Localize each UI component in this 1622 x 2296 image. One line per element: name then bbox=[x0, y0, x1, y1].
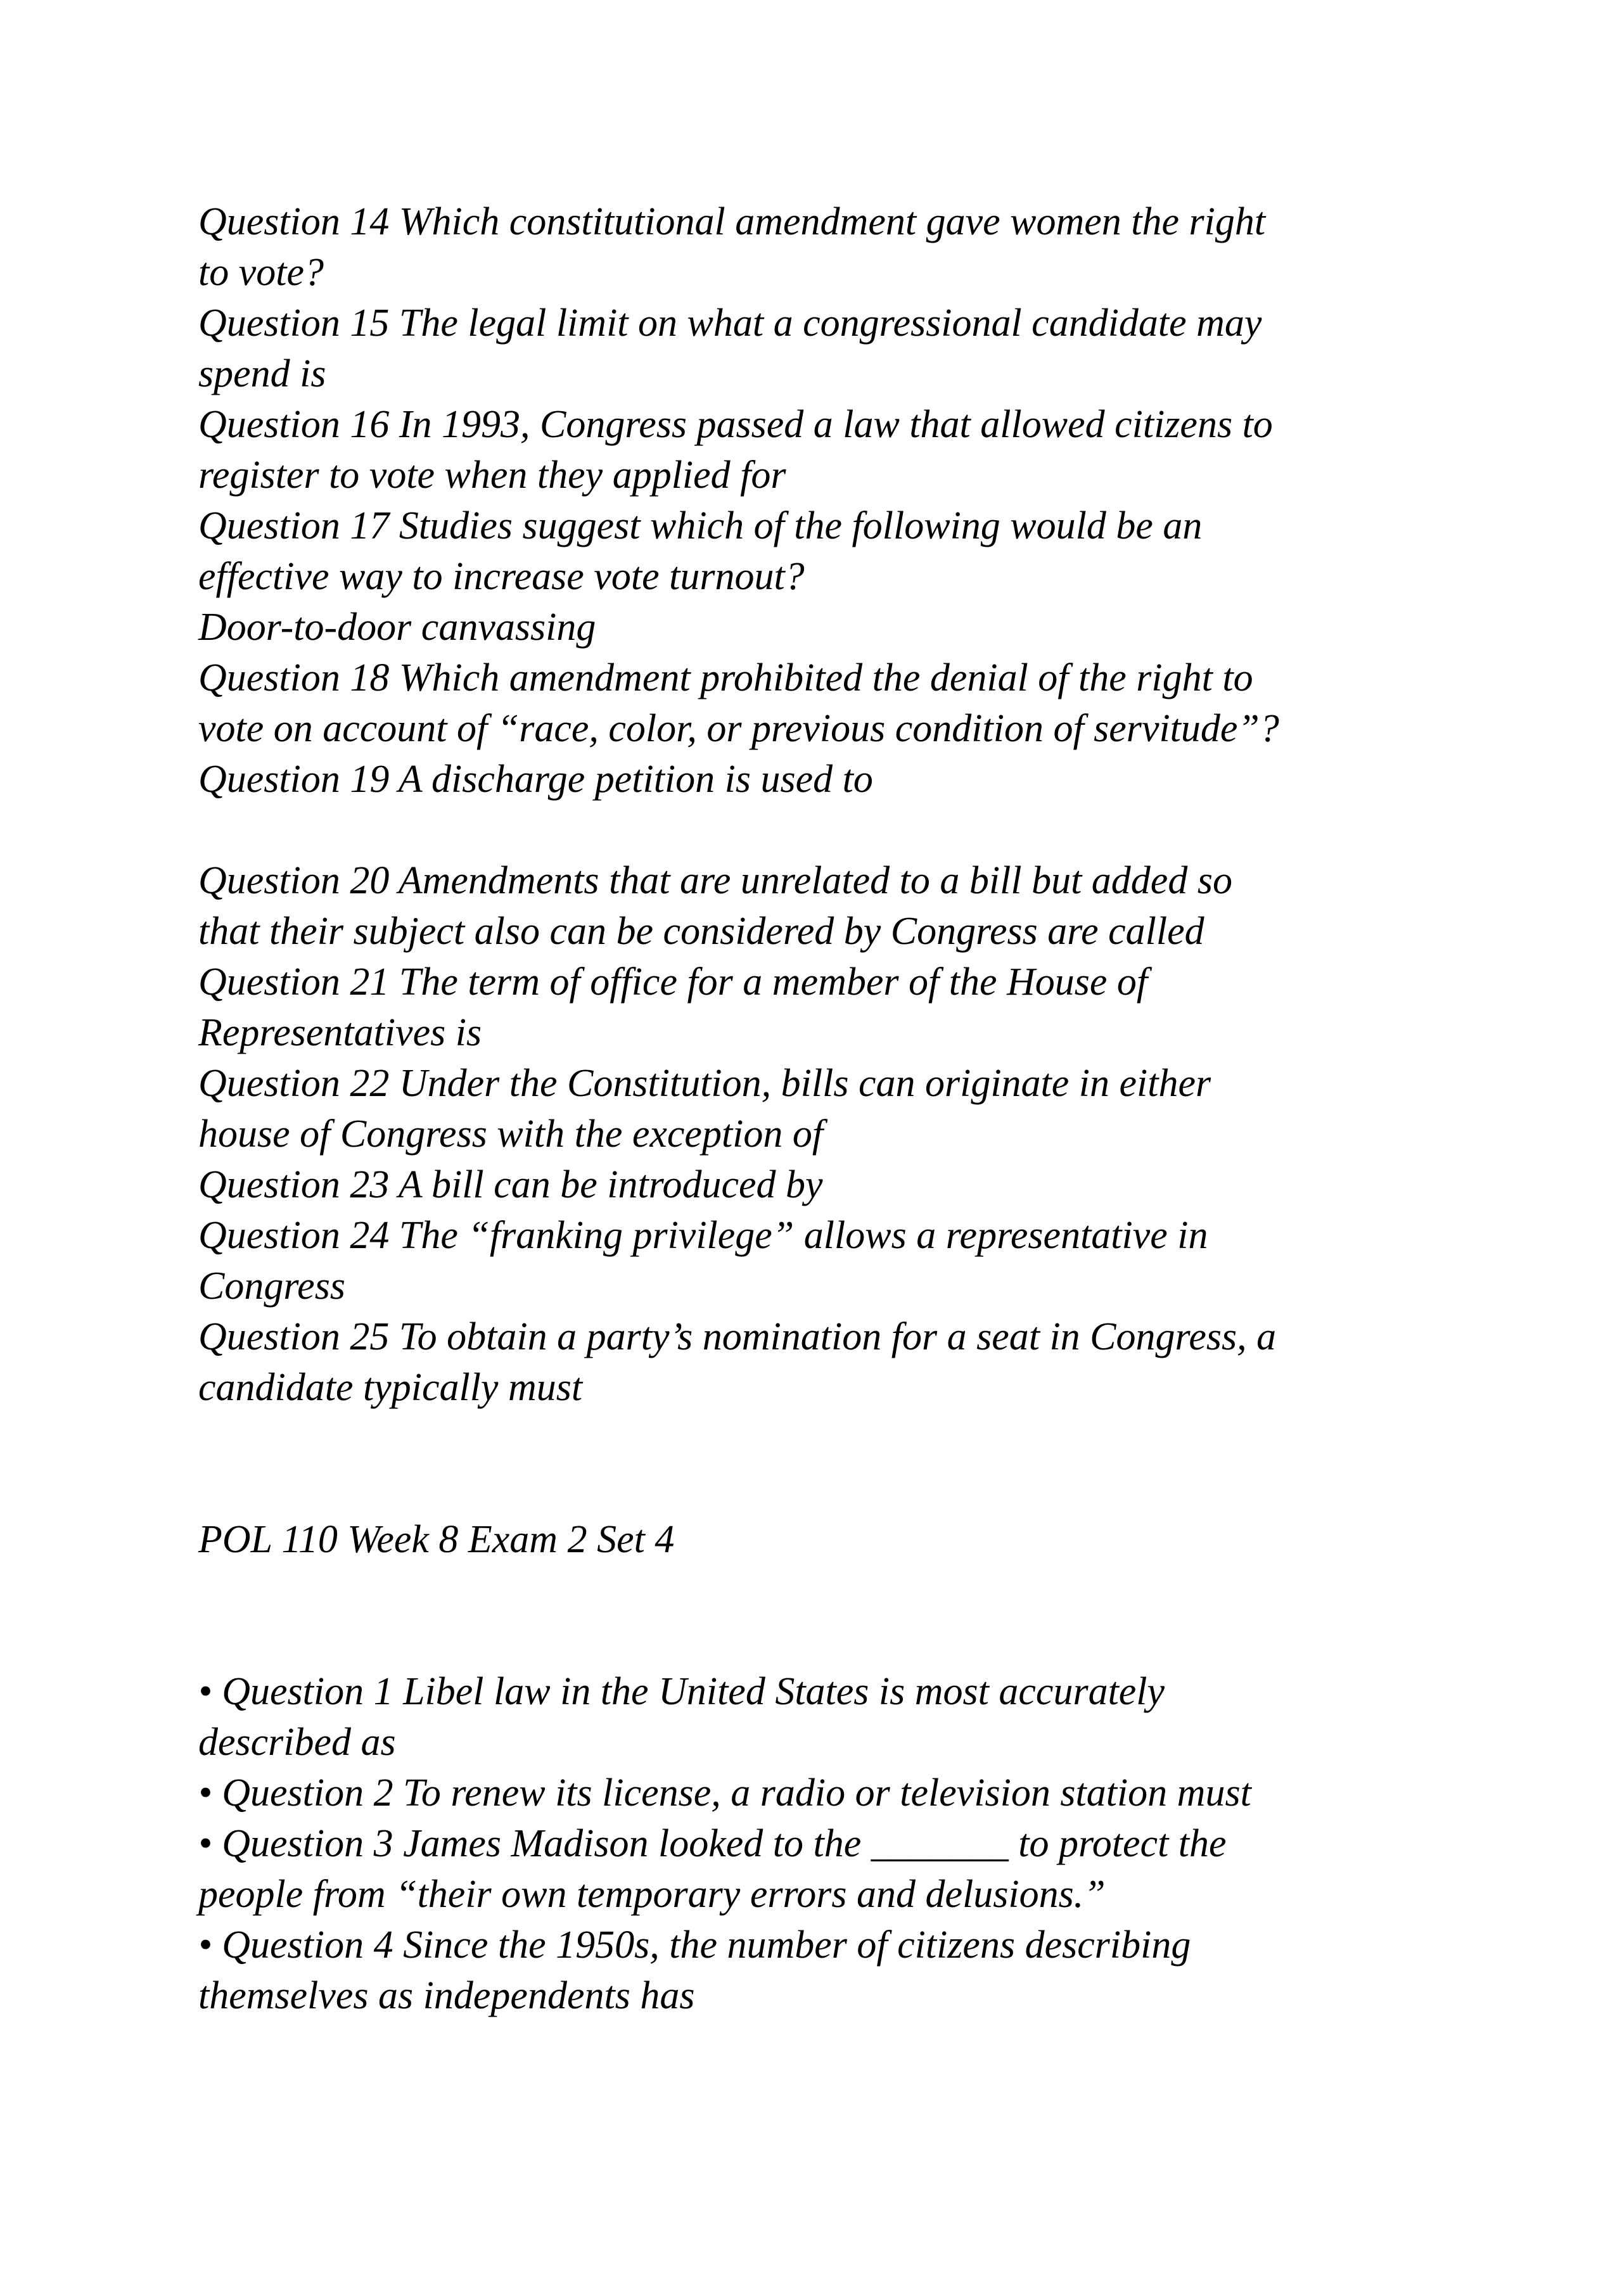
text-line: Congress bbox=[198, 1265, 345, 1308]
text-line: house of Congress with the exception of bbox=[198, 1113, 824, 1156]
text-line: Question 25 To obtain a party’s nomination for a seat in Congress, a bbox=[198, 1315, 1277, 1358]
text-line: that their subject also can be considered by Congress are called bbox=[198, 910, 1204, 953]
bullet-question: • Question 2 To renew its license, a radio or television station must bbox=[198, 1771, 1251, 1814]
text-line: described as bbox=[198, 1721, 396, 1764]
bullet-question: • Question 4 Since the 1950s, the number of citizens describing bbox=[198, 1923, 1191, 1967]
text-line: Question 16 In 1993, Congress passed a law that allowed citizens to bbox=[198, 403, 1273, 446]
text-line: Question 21 The term of office for a member of the House of bbox=[198, 960, 1148, 1004]
text-line: Question 22 Under the Constitution, bills can originate in either bbox=[198, 1062, 1211, 1105]
text-line: Question 15 The legal limit on what a congressional candidate may bbox=[198, 302, 1262, 345]
questions-14-19 bbox=[198, 196, 1485, 805]
text-line: Question 18 Which amendment prohibited the denial of the right to bbox=[198, 656, 1253, 699]
text-line: Question 23 A bill can be introduced by bbox=[198, 1163, 823, 1206]
bullet-question: • Question 3 James Madison looked to the _______ to protect the bbox=[198, 1822, 1227, 1865]
text-line: vote on account of “race, color, or previous condition of servitude”? bbox=[198, 707, 1279, 750]
answer-line: Door-to-door canvassing bbox=[198, 606, 596, 649]
text-line: Question 14 Which constitutional amendment gave women the right bbox=[198, 200, 1266, 243]
text-line: to vote? bbox=[198, 251, 324, 294]
text-line: spend is bbox=[198, 352, 326, 395]
exam-heading-block bbox=[198, 1514, 1485, 1565]
text-line: Question 24 The “franking privilege” allows a representative in bbox=[198, 1214, 1208, 1257]
text-line: register to vote when they applied for bbox=[198, 454, 786, 497]
text-line: Representatives is bbox=[198, 1011, 482, 1054]
text-line: people from “their own temporary errors and delusions.” bbox=[198, 1873, 1106, 1916]
text-line: effective way to increase vote turnout? bbox=[198, 555, 805, 598]
text-line: Question 20 Amendments that are unrelated to a bill but added so bbox=[198, 859, 1232, 902]
text-line: Question 17 Studies suggest which of the following would be an bbox=[198, 504, 1203, 547]
bullet-question: • Question 1 Libel law in the United States is most accurately bbox=[198, 1670, 1165, 1713]
text-line: Question 19 A discharge petition is used to bbox=[198, 758, 873, 801]
questions-20-25 bbox=[198, 855, 1485, 1413]
text-line: themselves as independents has bbox=[198, 1974, 695, 2017]
text-line: candidate typically must bbox=[198, 1366, 583, 1409]
questions-set-4 bbox=[198, 1666, 1485, 2021]
exam-heading: POL 110 Week 8 Exam 2 Set 4 bbox=[198, 1518, 675, 1561]
